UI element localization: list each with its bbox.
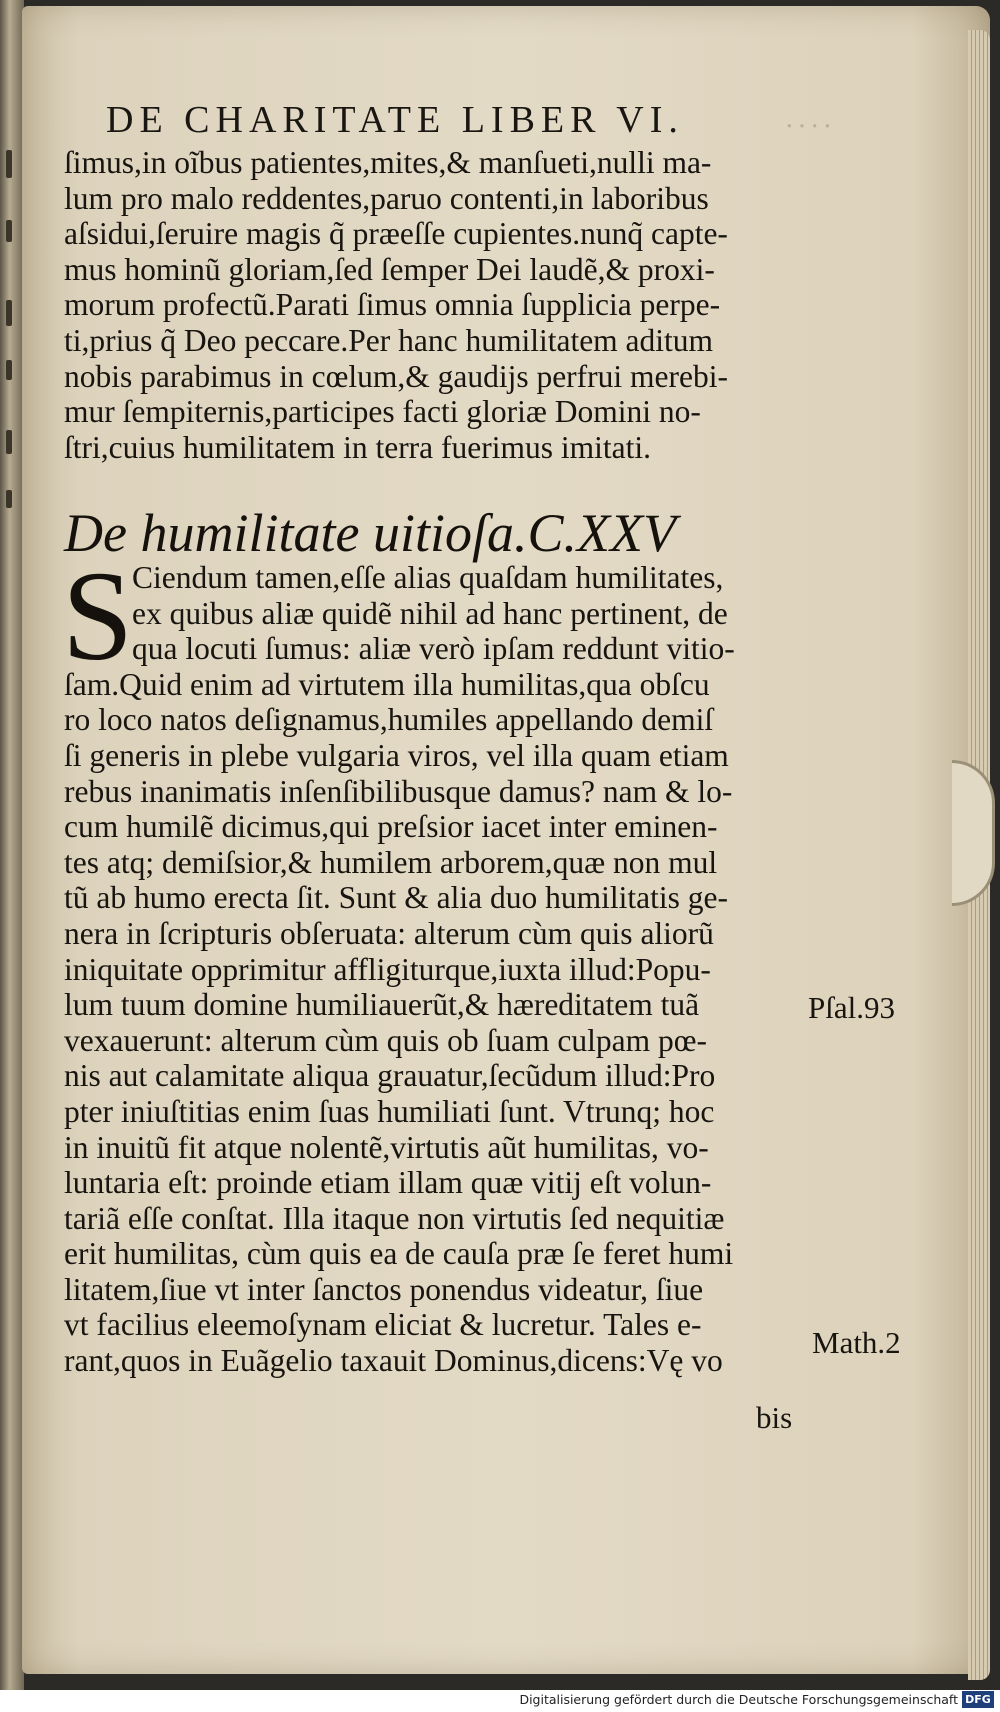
text-line: vt facilius eleemoſynam eliciat & lucretur. Tales e- bbox=[64, 1307, 702, 1343]
text-line: ſtri,cuius humilitatem in terra fuerimus imitati. bbox=[64, 429, 651, 465]
text-line: erit humilitas, cùm quis ea de cauſa præ ſe feret humi bbox=[64, 1236, 734, 1272]
footer-credit: Digitalisierung gefördert durch die Deutsche Forschungsgemeinschaft bbox=[519, 1692, 958, 1707]
text-line: Ciendum tamen,eſſe alias quaſdam humilitates, bbox=[132, 560, 724, 595]
text-block-top bbox=[64, 145, 804, 465]
text-line: iniquitate opprimitur affligiturque,iuxta illud:Popu- bbox=[64, 951, 711, 987]
text-line: tũ ab humo erecta ſit. Sunt & alia duo humilitatis ge- bbox=[64, 880, 728, 916]
edge-mark bbox=[6, 220, 12, 242]
text-line: ſimus,in oĩbus patientes,mites,& manſueti,nulli ma- bbox=[64, 145, 712, 180]
text-line: rant,quos in Euãgelio taxauit Dominus,dicens:Vę vo bbox=[64, 1343, 723, 1379]
bleed-through-mark: ․․․․ bbox=[785, 104, 836, 134]
text-line: ſam.Quid enim ad virtutem illa humilitas,qua obſcu bbox=[64, 666, 710, 702]
text-line: lum tuum domine humiliauerũt,& hæreditatem tuã bbox=[64, 987, 700, 1023]
text-line: lum pro malo reddentes,paruo contenti,in laboribus bbox=[64, 180, 709, 216]
edge-mark bbox=[6, 150, 12, 178]
edge-mark bbox=[6, 490, 12, 508]
text-line: litatem,ſiue vt inter ſanctos ponendus videatur, ſiue bbox=[64, 1271, 704, 1307]
text-line: ro loco natos deſignamus,humiles appellando demiſ bbox=[64, 702, 714, 738]
text-line: mus hominũ gloriam,ſed ſemper Dei laudẽ,& proxi- bbox=[64, 251, 715, 287]
text-line: luntaria eſt: proinde etiam illam quæ vitij eſt volun- bbox=[64, 1165, 712, 1201]
text-line: cum humilẽ dicimus,qui preſsior iacet inter eminen- bbox=[64, 809, 718, 845]
text-block-main bbox=[64, 560, 804, 1379]
dfg-logo: DFG bbox=[962, 1691, 994, 1708]
chapter-heading: De humilitate uitioſa.C.XXV bbox=[64, 503, 676, 563]
text-line: qua locuti ſumus: aliæ verò ipſam reddunt vitio- bbox=[132, 631, 735, 667]
margin-note-math: Math.2 bbox=[812, 1325, 901, 1360]
edge-mark bbox=[6, 430, 12, 454]
drop-cap: S bbox=[62, 545, 134, 687]
catchword: bis bbox=[756, 1400, 793, 1435]
text-line: vexauerunt: alterum cùm quis ob ſuam culpam pœ- bbox=[64, 1022, 707, 1058]
text-line: pter iniuſtitias enim ſuas humiliati ſunt. Vtrunq; hoc bbox=[64, 1093, 715, 1129]
text-line: ſi generis in plebe vulgaria viros, vel illa quam etiam bbox=[64, 737, 729, 773]
running-head: DE CHARITATE LIBER VI. bbox=[106, 99, 684, 141]
text-line: mur ſempiternis,participes facti gloriæ Domini no- bbox=[64, 394, 701, 430]
text-line: nis aut calamitate aliqua grauatur,ſecũdum illud:Pro bbox=[64, 1058, 716, 1094]
text-line: nera in ſcripturis obſeruata: alterum cùm quis aliorũ bbox=[64, 915, 714, 951]
margin-note-psal: Pſal.93 bbox=[808, 990, 895, 1025]
text-line: nobis parabimus in cœlum,& gaudijs perfrui merebi- bbox=[64, 358, 728, 394]
facing-page-edge bbox=[0, 0, 24, 1690]
text-line: aſsidui,ſeruire magis q̃ præeſſe cupientes.nunq̃ capte- bbox=[64, 216, 728, 252]
edge-mark bbox=[6, 360, 12, 380]
text-line: in inuitũ fit atque nolentẽ,virtutis aũt humilitas, vo- bbox=[64, 1129, 709, 1165]
text-line: ex quibus aliæ quidẽ nihil ad hanc pertinent, de bbox=[132, 595, 728, 631]
text-line: morum profectũ.Parati ſimus omnia ſupplicia perpe- bbox=[64, 287, 721, 323]
text-line: tariã eſſe conſtat. Illa itaque non virtutis ſed nequitiæ bbox=[64, 1200, 725, 1236]
text-line: tes atq; demiſsior,& humilem arborem,quæ non mul bbox=[64, 844, 718, 880]
edge-mark bbox=[6, 300, 12, 326]
text-line: rebus inanimatis inſenſibilibusque damus? nam & lo- bbox=[64, 773, 733, 809]
bookmark-tab bbox=[952, 760, 995, 906]
text-line: ti,prius q̃ Deo peccare.Per hanc humilitatem aditum bbox=[64, 322, 714, 358]
